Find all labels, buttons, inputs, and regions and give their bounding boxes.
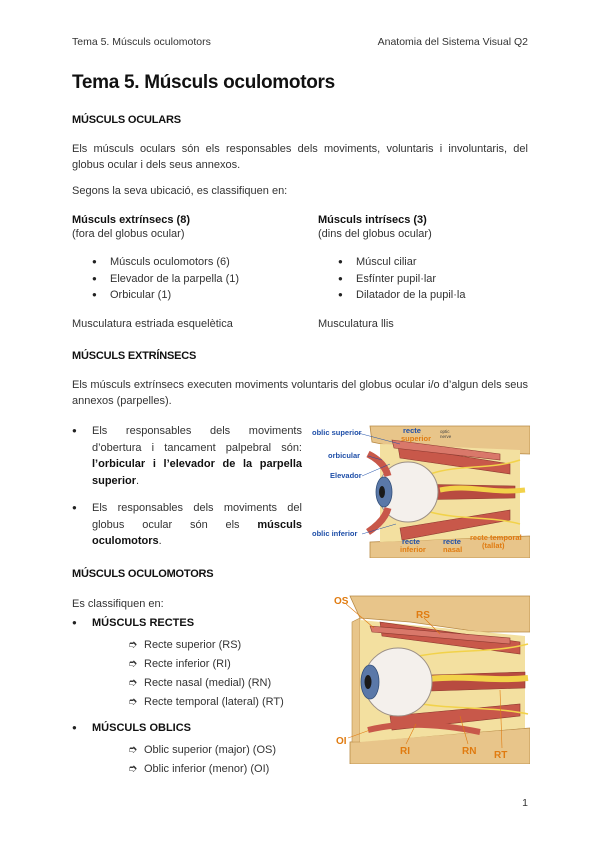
bullet-bold-text: músculs oculomotors [92, 518, 302, 547]
column-footer-extrinsecs: Musculatura estriada esquelètica [72, 317, 233, 330]
label-oblic-inferior: oblic inferior [312, 529, 358, 538]
label-optic-1: optic [440, 429, 450, 434]
arrow-icon: ➮ [128, 677, 138, 689]
bullet-dot: ● [72, 503, 77, 512]
label-rs: RS [416, 610, 430, 621]
list-extrinsecs [92, 254, 302, 304]
pupil [379, 486, 385, 498]
list-intrinsecs [338, 254, 538, 304]
list-item-rt [128, 695, 284, 708]
eye-muscles-figure-1 [310, 424, 530, 558]
label-elevador: Elevador [330, 471, 362, 480]
list-item-rs [128, 638, 241, 651]
label-orbicular: orbicular [328, 451, 361, 460]
label-recte-superior-2: superior [401, 434, 432, 443]
list-item-text: Oblic inferior (menor) (OI) [144, 763, 270, 775]
bullet-dot: ● [72, 723, 77, 732]
paragraph-classification: Segons la seva ubicació, es classifiquen en: [72, 185, 288, 197]
label-recte-nasal-1: recte [443, 537, 461, 546]
bullet-oculomotors [72, 500, 302, 550]
list-item-oi [128, 762, 269, 775]
heading-musculs-oculomotors: MÚSCULS OCULOMOTORS [72, 568, 214, 580]
column-extrinsecs [72, 214, 302, 330]
list-item: ● Elevador de la parpella (1) [92, 271, 302, 288]
label-recte-superior-1: recte [403, 426, 421, 435]
label-oi: OI [336, 736, 347, 747]
list-item: ● Esfínter pupil·lar [338, 271, 538, 288]
list-item-text: Recte superior (RS) [144, 639, 242, 651]
column-subtitle-intrinsecs: (dins del globus ocular) [318, 228, 432, 240]
list-item-rn [128, 676, 271, 689]
column-title-extrinsecs: Músculs extrínsecs (8) [72, 214, 190, 226]
column-title-intrinsecs: Músculs intrísecs (3) [318, 214, 427, 226]
heading-musculs-oculars: MÚSCULS OCULARS [72, 114, 181, 126]
list-item: ● Múscul ciliar [338, 254, 538, 271]
bullet-dot: ● [72, 618, 77, 627]
bullet-end: . [158, 535, 162, 547]
optic-nerve [420, 678, 528, 680]
list-item: ● Orbicular (1) [92, 287, 302, 304]
label-recte-inferior-2: inferior [400, 545, 426, 554]
list-item-text: Recte temporal (lateral) (RT) [144, 696, 284, 708]
group-title: MÚSCULS OBLICS [92, 722, 191, 734]
label-recte-nasal-2: nasal [443, 545, 463, 554]
header-right: Anatomia del Sistema Visual Q2 [377, 36, 528, 48]
paragraph-extrinsecs: Els músculs extrínsecs executen moviments voluntaris del globus ocular i/o d’algun dels seus annexos (parpelles). [72, 379, 528, 407]
label-rn: RN [462, 746, 477, 757]
header-left: Tema 5. Músculs oculomotors [72, 36, 211, 48]
bullet-palpebral [72, 423, 302, 489]
list-item-text: Oblic superior (major) (OS) [144, 744, 277, 756]
column-subtitle-extrinsecs: (fora del globus ocular) [72, 228, 185, 240]
label-rt: RT [494, 750, 508, 761]
optic-nerve [440, 488, 525, 491]
label-recte-inferior-1: recte [402, 537, 420, 546]
list-item: ● Músculs oculomotors (6) [92, 254, 302, 271]
list-item-os [128, 743, 276, 756]
group-rectes [72, 617, 195, 629]
list-item-text: Recte nasal (medial) (RN) [144, 677, 272, 689]
arrow-icon: ➮ [128, 763, 138, 775]
arrow-icon: ➮ [128, 744, 138, 756]
bullet-bold-text: l’orbicular i l’elevador de la parpella superior [92, 458, 302, 487]
arrow-icon: ➮ [128, 639, 138, 651]
heading-musculs-extrinsecs: MÚSCULS EXTRÍNSECS [72, 350, 197, 362]
label-oblic-superior: oblic superior [312, 428, 362, 437]
arrow-icon: ➮ [128, 658, 138, 670]
bullet-text: Els responsables dels moviments del globus ocular són els [92, 502, 302, 531]
list-item: ● Dilatador de la pupil·la [338, 287, 538, 304]
paragraph-classifiquen: Es classifiquen en: [72, 598, 164, 610]
page-number: 1 [522, 797, 528, 809]
bullet-end: . [136, 474, 140, 487]
paragraph-intro: Els músculs oculars són els responsables dels moviments, voluntaris i involuntaris, del globus ocular i dels seus annexos. [72, 143, 528, 171]
column-intrinsecs [318, 214, 538, 330]
page-title: Tema 5. Músculs oculomotors [72, 72, 335, 93]
list-item-text: Recte inferior (RI) [144, 658, 231, 670]
label-optic-2: nerve [440, 434, 452, 439]
label-recte-temporal-2: (tallat) [482, 541, 505, 550]
bullet-text: Els responsables dels moviments d’obertura i tancament palpebral són: [92, 425, 302, 454]
arrow-icon: ➮ [128, 696, 138, 708]
group-title: MÚSCULS RECTES [92, 617, 195, 629]
eye-muscles-figure-2 [330, 592, 530, 764]
group-oblics [72, 722, 191, 734]
label-ri: RI [400, 746, 410, 757]
list-item-ri [128, 657, 231, 670]
bullet-dot: ● [72, 426, 77, 435]
label-os: OS [334, 596, 349, 607]
pupil [365, 675, 372, 689]
column-footer-intrinsecs: Musculatura llis [318, 317, 394, 330]
label-recte-temporal-1: recte temporal [470, 533, 522, 542]
